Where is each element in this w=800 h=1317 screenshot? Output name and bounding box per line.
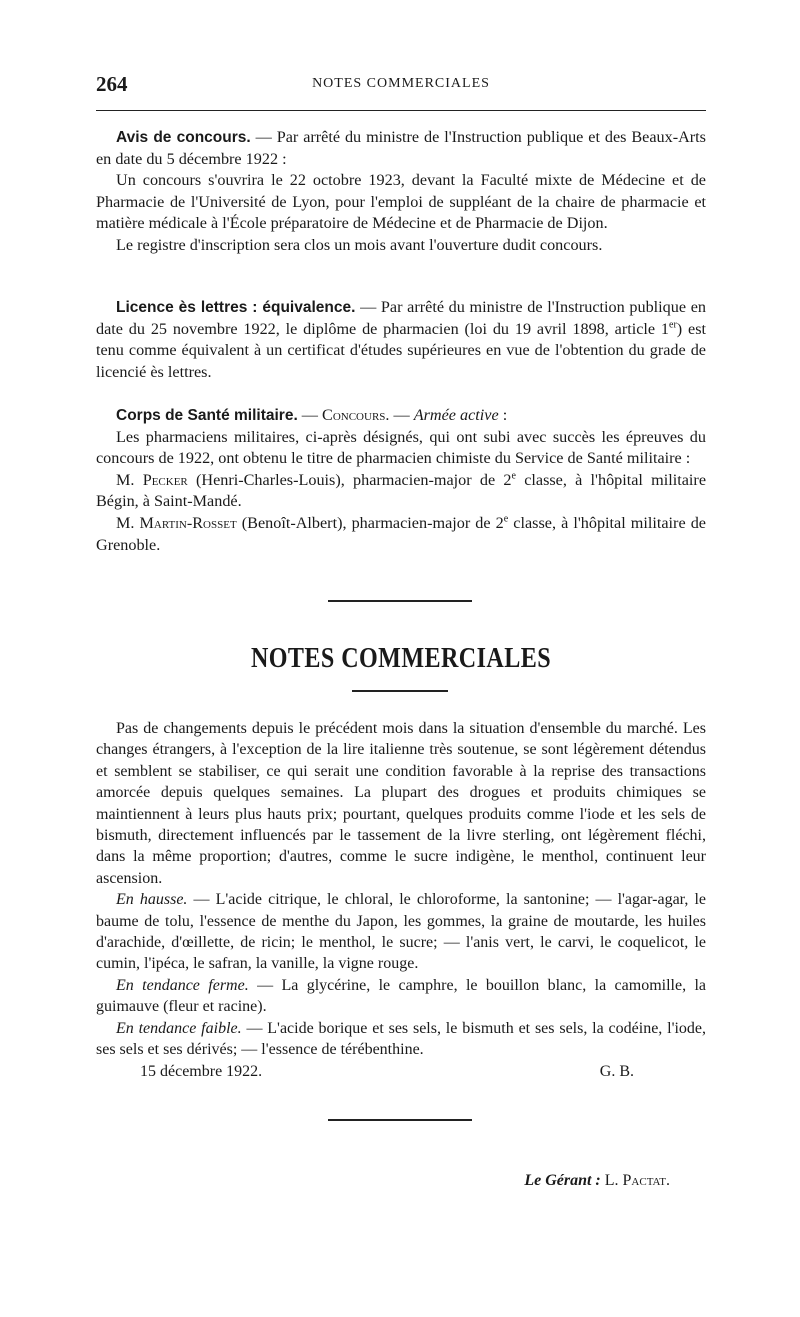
avis-title: Avis de concours. bbox=[116, 129, 251, 146]
page-header bbox=[96, 72, 706, 100]
notes-ferme bbox=[96, 975, 706, 1018]
entry-1-prefix: M. bbox=[116, 470, 143, 489]
entry-2-text-b: classe, à l'hôpital militaire de Grenoble. bbox=[96, 513, 706, 554]
entry-1-text-b: classe, à l'hôpital militaire Bégin, à Saint-Mandé. bbox=[96, 470, 707, 511]
licence-text-a: — Par arrêté du ministre de l'Instruction publique en date du 25 novembre 1922, le diplôme de pharmacien (loi du 19 avril 1898, article 1 bbox=[96, 298, 706, 338]
notes-hausse bbox=[96, 889, 706, 975]
faible-label: En tendance faible. bbox=[116, 1019, 242, 1037]
header-rule bbox=[96, 110, 706, 111]
closing-rule bbox=[328, 1119, 472, 1121]
hausse-text: — L'acide citrique, le chloral, le chloroforme, la santonine; — l'agar-agar, le baume de tolu, l'essence de menthe du Japon, les gommes, la graine de moutarde, les huiles d'arachide, d'œillette, de ricin; le menthol, le sucre; — l'anis vert, le carvi, le coquelicot, le cumin, l'ipéca, le safran, la vanille, la vigne rouge. bbox=[96, 891, 707, 973]
avis-section bbox=[96, 127, 706, 257]
corps-dash-1: — bbox=[297, 406, 323, 424]
faible-text: — L'acide borique et ses sels, le bismuth et ses sels, la codéine, l'iode, ses sels et ses dérivés; — l'essence de térébenthine. bbox=[96, 1019, 706, 1059]
licence-paragraph bbox=[96, 297, 706, 383]
entry-2-prefix: M. bbox=[116, 513, 140, 532]
corps-colon: : bbox=[498, 406, 508, 424]
entry-2-sup: e bbox=[503, 513, 509, 525]
entry-1-name: Pecker bbox=[142, 470, 188, 489]
licence-text-b: ) est tenu comme équivalent à un certificat d'études supérieures en vue de l'obtention du grade de licencié ès lettres. bbox=[96, 319, 707, 381]
avis-paragraph-2: Un concours s'ouvrira le 22 octobre 1923, devant la Faculté mixte de Médecine et de Pharmacie de l'Université de Lyon, pour l'emploi de suppléant de la chaire de pharmacie et matière médicale à l'École préparatoire de Médecine et de Pharmacie de Dijon. bbox=[96, 171, 706, 233]
corps-concours: Concours. bbox=[322, 406, 390, 424]
avis-intro: — Par arrêté du ministre de l'Instruction publique et des Beaux-Arts en date du 5 décembre 1922 : bbox=[96, 128, 706, 168]
ferme-text: — La glycérine, le camphre, le bouillon blanc, la camomille, la guimauve (fleur et racine). bbox=[96, 976, 706, 1016]
corps-entry-2 bbox=[96, 513, 706, 556]
dateline bbox=[96, 1061, 706, 1082]
section-rule-bottom bbox=[352, 690, 448, 692]
page-number: 264 bbox=[96, 72, 128, 96]
corps-armee: Armée active bbox=[413, 406, 499, 424]
entry-2-text-a: (Benoît-Albert), pharmacien-major de 2 bbox=[236, 513, 504, 532]
notes-faible bbox=[96, 1018, 706, 1061]
ferme-label: En tendance ferme. bbox=[116, 976, 249, 994]
entry-2-name: Martin-Rosset bbox=[139, 513, 237, 532]
initials: G. B. bbox=[599, 1062, 634, 1080]
entry-1-sup: e bbox=[511, 470, 516, 482]
corps-entry-1 bbox=[96, 470, 706, 513]
corps-dash-2: — bbox=[389, 406, 414, 424]
gerant-signature bbox=[524, 1172, 670, 1190]
section-rule-top bbox=[328, 600, 472, 602]
notes-section bbox=[96, 718, 706, 1082]
date: 15 décembre 1922. bbox=[140, 1062, 263, 1080]
gerant-initial: L. bbox=[600, 1172, 623, 1189]
entry-1-text-a: (Henri-Charles-Louis), pharmacien-major de 2 bbox=[187, 470, 512, 489]
running-title: NOTES COMMERCIALES bbox=[312, 76, 490, 91]
corps-paragraph-2: Les pharmaciens militaires, ci-après désignés, qui ont subi avec succès les épreuves du concours de 1922, ont obtenu le titre de pharmacien chimiste du Service de Santé militaire : bbox=[96, 427, 706, 468]
gerant-name: Pactat. bbox=[622, 1172, 670, 1189]
licence-sup: er bbox=[669, 319, 677, 331]
section-title: NOTES COMMERCIALES bbox=[250, 643, 552, 674]
notes-paragraph-1: Pas de changements depuis le précédent mois dans la situation d'ensemble du marché. Les changes étrangers, à l'exception de la lire italienne très soutenue, se sont légèrement détendus et semblent se stabiliser, ce qui serait une condition favorable à la reprise des transactions amorcée depuis quelques semaines. La plupart des drogues et produits chimiques se maintiennent à leurs plus hauts prix; pourtant, quelques produits comme l'iode et les sels de bismuth, directement influencés par le tassement de la livre sterling, ont légèrement fléchi, dans la même proportion; d'autres, comme le sucre indigène, le menthol, continuent leur ascension. bbox=[96, 720, 706, 887]
corps-heading bbox=[96, 405, 706, 427]
licence-title: Licence ès lettres : équivalence. bbox=[116, 299, 356, 316]
corps-section bbox=[96, 405, 706, 556]
corps-title: Corps de Santé militaire. bbox=[116, 407, 298, 424]
hausse-label: En hausse. bbox=[116, 891, 188, 909]
avis-paragraph-3: Le registre d'inscription sera clos un mois avant l'ouverture dudit concours. bbox=[116, 235, 603, 254]
gerant-label: Le Gérant : bbox=[524, 1172, 601, 1189]
licence-section bbox=[96, 297, 706, 383]
avis-paragraph-1 bbox=[96, 127, 706, 170]
